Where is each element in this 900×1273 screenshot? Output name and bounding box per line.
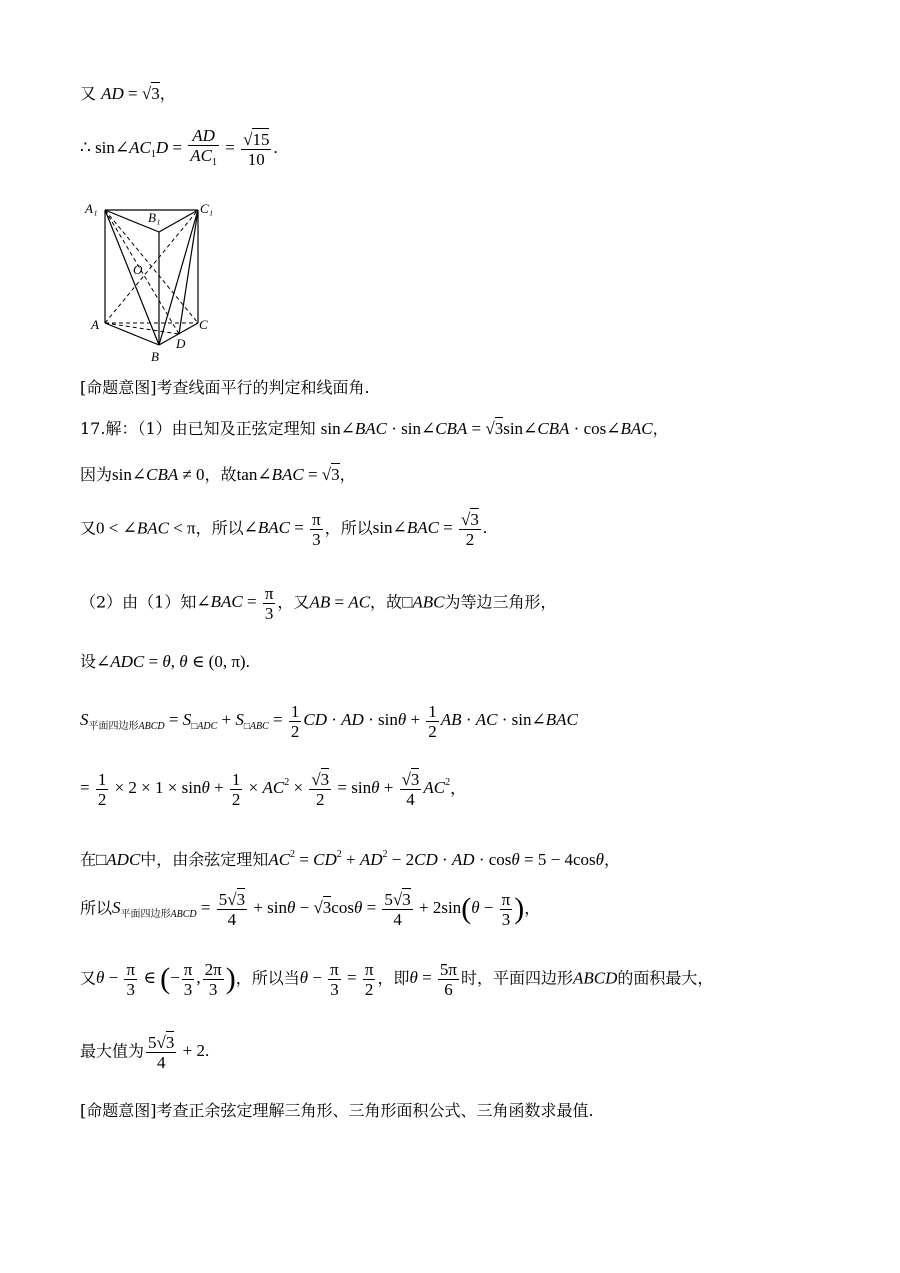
text: ，所以当 xyxy=(235,968,300,988)
math-tri-adc: □ADC xyxy=(96,850,141,869)
text: 又 xyxy=(80,968,97,988)
intent-note-2: [命题意图]考查正余弦定理解三角形、三角形面积公式、三角函数求最值. xyxy=(80,1101,594,1120)
math-area-sum: $S_{平面四边形ABCD} = S_{□ADC} + S_{□ABC}$ = $\frac{1}{2}$ CD · AD · sinθ + $\frac{1}{2}$ AB · AC · sin∠BAC xyxy=(80,702,578,741)
label-b: B xyxy=(151,349,159,364)
text: 17.解：（1）由已知及正弦定理知 xyxy=(80,419,316,438)
text: ， xyxy=(524,898,541,918)
line-tan xyxy=(80,465,356,485)
text: 因为 xyxy=(80,465,113,484)
text: 又 xyxy=(80,518,97,538)
label-b1: B₁ xyxy=(148,210,161,225)
text: ， xyxy=(159,84,176,103)
line-ad-value xyxy=(80,84,176,104)
text: ， xyxy=(339,465,356,484)
text: 为等边三角形， xyxy=(444,592,557,612)
text: 设 xyxy=(80,652,97,671)
prism-figure xyxy=(80,195,230,365)
math-bac-pi3-b: ∠BAC = $\frac{\pi}{3}$ xyxy=(196,584,274,623)
math-sine-law: sin∠BAC · sin∠CBA = √3sin∠CBA · cos∠BAC xyxy=(320,419,653,438)
line-area-final xyxy=(80,890,540,929)
line-sin-ac1d xyxy=(80,126,278,172)
text: ，所以 xyxy=(195,518,244,538)
line-area-sum xyxy=(80,702,578,741)
label-d: D xyxy=(176,336,186,351)
line-max-condition xyxy=(80,960,713,999)
math-area-final: $S_{平面四边形ABCD}$ = $\frac{5√3}{4}$ + sinθ − √3cosθ = $\frac{5√3}{4}$ + 2sin(θ − $\frac{\pi}{3}$ ) xyxy=(112,890,525,929)
text: ， xyxy=(603,850,620,869)
line-17-part1 xyxy=(80,419,669,439)
math-theta-range: θ − $\frac{\pi}{3}$ ∈ (− $\frac{\pi}{3}$ , $\frac{2\pi}{3}$ ) xyxy=(96,960,236,999)
math-ab-ac: AB = AC xyxy=(309,592,371,612)
text: （2）由（1）知 xyxy=(80,592,197,612)
math-sin-cba-nonzero: sin∠CBA ≠ 0 xyxy=(112,465,205,484)
text: ，即 xyxy=(377,968,410,988)
text: 的面积最大， xyxy=(617,968,714,988)
math-theta-pi2: θ − $\frac{\pi}{3}$ = $\frac{\pi}{2}$ xyxy=(299,960,374,999)
text: ， xyxy=(652,419,669,438)
intent-note-1: [命题意图]考查线面平行的判定和线面角. xyxy=(80,378,370,397)
math-max-value: $\frac{5√3}{4}$ + 2. xyxy=(148,1033,210,1072)
math-ad-equals-root3: AD = √3 xyxy=(101,84,160,103)
math-sin-bac: sin∠BAC = $\frac{√3}{2}$ . xyxy=(372,510,488,549)
math-tan-bac: tan∠BAC = √3 xyxy=(236,465,340,484)
math-theta-def: ∠ADC = θ, θ ∈ (0, π). xyxy=(96,652,250,671)
text: ，所以 xyxy=(324,518,373,538)
text: 所以 xyxy=(80,898,113,918)
text: 最大值为 xyxy=(80,1041,145,1061)
line-angle-bac xyxy=(80,510,487,549)
label-c: C xyxy=(199,317,208,332)
label-c1: C₁ xyxy=(200,201,214,216)
text: 又 xyxy=(80,84,97,103)
text: 在 xyxy=(80,850,97,869)
math-theta-5pi6: θ = $\frac{5\pi}{6}$ xyxy=(409,960,457,999)
text: ，又 xyxy=(277,592,310,612)
math-bac-pi3: ∠BAC = $\frac{\pi}{3}$ xyxy=(243,510,321,549)
math-ac-squared: $AC^2 = CD^2 + AD^2 - 2CD$ · AD · cosθ = 5 − 4cosθ xyxy=(268,849,604,869)
text: ， xyxy=(450,778,467,798)
math-area-expand: = $\frac{1}{2}$ × 2 × 1 × sinθ + $\frac{1}{2}$ × $AC^2$ × $\frac{√3}{2}$ = sinθ + $\frac{√3}{4}$ $AC^2$ xyxy=(80,770,451,809)
label-o: O xyxy=(133,262,143,277)
line-max-value xyxy=(80,1033,209,1072)
math-sin-ac1d: ∴ $\sin\angle AC_1D$ = $\frac{AD}{AC_1}$ = $\frac{√15}{10}$ . xyxy=(80,126,278,169)
text: ，故 xyxy=(204,465,237,484)
line-set-theta xyxy=(80,652,250,672)
text: ，故 xyxy=(370,592,403,612)
line-17-part2 xyxy=(80,584,556,623)
line-area-expand xyxy=(80,770,466,809)
text: 中，由余弦定理知 xyxy=(140,850,269,869)
math-abcd: ABCD xyxy=(573,968,618,988)
math-range-bac: 0 < ∠BAC < π xyxy=(96,518,196,538)
label-a: A xyxy=(91,317,99,332)
math-tri-abc: □ABC xyxy=(402,592,445,612)
line-cosine-law xyxy=(80,845,620,870)
text: 时，平面四边形 xyxy=(461,968,574,988)
label-a1: A₁ xyxy=(85,201,98,216)
